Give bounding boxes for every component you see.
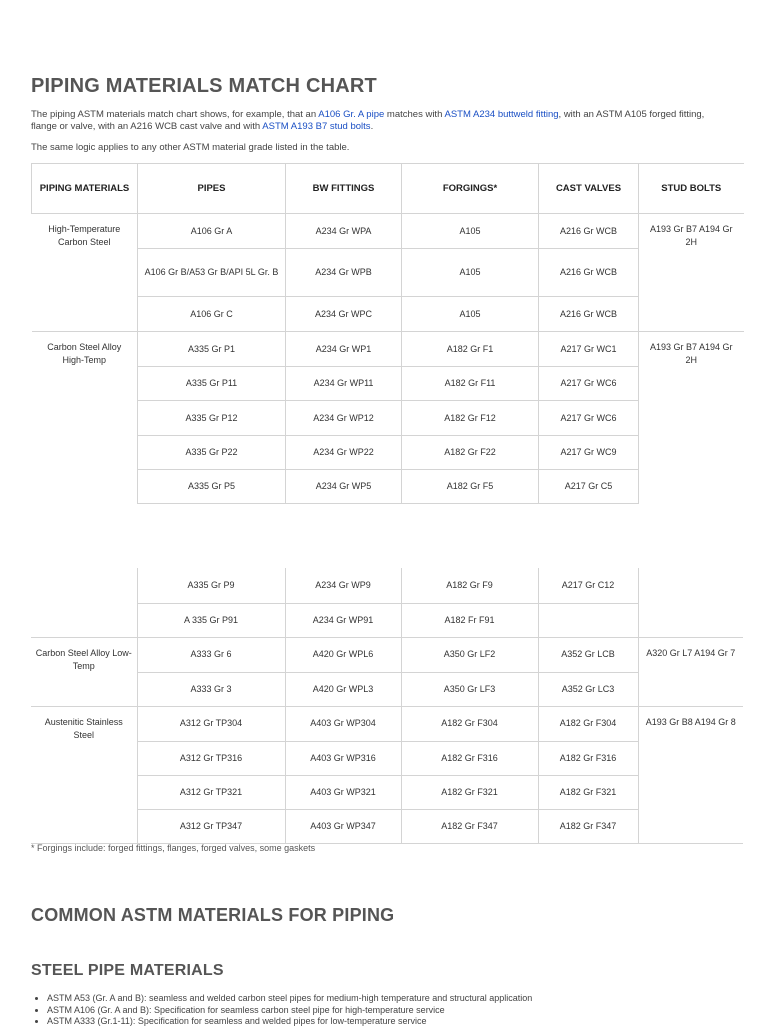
forging-cell: A182 Gr F5 (402, 470, 539, 504)
forging-cell: A350 Gr LF2 (401, 637, 538, 672)
valve-cell: A217 Gr C12 (538, 568, 638, 603)
table-row (32, 332, 744, 367)
section-title-steel-pipe: STEEL PIPE MATERIALS (31, 962, 224, 979)
valve-cell (538, 603, 638, 637)
bolts-cell: A193 Gr B7 A194 Gr 2H (639, 332, 744, 504)
pipe-cell: A312 Gr TP304 (137, 706, 285, 741)
valve-cell: A182 Gr F304 (538, 706, 638, 741)
forging-cell: A182 Gr F316 (401, 741, 538, 775)
table-row (32, 401, 744, 436)
material-cell-continued (31, 568, 137, 637)
table-row (31, 672, 743, 706)
intro-text-3: , with an ASTM A105 forged fitting, flange or valve, with an A216 WCB cast valve and with (31, 109, 705, 132)
pipe-cell: A335 Gr P11 (138, 367, 286, 401)
list-item: • ASTM A53 (Gr. A and B): seamless and welded carbon steel pipes for medium-high temperature and structural application (47, 993, 747, 1005)
valve-cell: A217 Gr WC1 (539, 332, 639, 367)
pipe-cell: A335 Gr P9 (137, 568, 285, 603)
intro-paragraph (31, 109, 731, 133)
valve-cell: A217 Gr WC9 (539, 436, 639, 470)
table-row (31, 568, 743, 603)
pipe-cell: A106 Gr C (138, 297, 286, 332)
table-row (31, 741, 743, 775)
link-a106-pipe[interactable]: A106 Gr. A pipe (318, 109, 385, 120)
fitting-cell: A403 Gr WP316 (285, 741, 401, 775)
table-row (31, 637, 743, 672)
valve-cell: A216 Gr WCB (539, 297, 639, 332)
header-piping-materials: PIPING MATERIALS (32, 164, 138, 214)
header-forgings: FORGINGS* (402, 164, 539, 214)
material-cell: High-Temperature Carbon Steel (32, 214, 138, 332)
fitting-cell: A234 Gr WPA (286, 214, 402, 249)
valve-cell: A216 Gr WCB (539, 214, 639, 249)
pipe-cell: A106 Gr B/A53 Gr B/API 5L Gr. B (138, 249, 286, 297)
header-pipes: PIPES (138, 164, 286, 214)
valve-cell: A182 Gr F316 (538, 741, 638, 775)
section-title-common-astm: COMMON ASTM MATERIALS FOR PIPING (31, 905, 395, 925)
pipe-cell: A106 Gr A (138, 214, 286, 249)
fitting-cell: A420 Gr WPL6 (285, 637, 401, 672)
pipe-cell: A335 Gr P12 (138, 401, 286, 436)
materials-table-part2 (31, 568, 743, 844)
valve-cell: A216 Gr WCB (539, 249, 639, 297)
intro-paragraph-2: The same logic applies to any other ASTM material grade listed in the table. (31, 142, 350, 153)
link-a234-fitting[interactable]: ASTM A234 buttweld fitting (444, 109, 559, 120)
table-row (32, 249, 744, 297)
forging-cell: A182 Gr F321 (401, 775, 538, 809)
bolts-cell: A193 Gr B7 A194 Gr 2H (639, 214, 744, 332)
fitting-cell: A234 Gr WPB (286, 249, 402, 297)
fitting-cell: A403 Gr WP321 (285, 775, 401, 809)
pipe-cell: A 335 Gr P91 (137, 603, 285, 637)
valve-cell: A352 Gr LCB (538, 637, 638, 672)
fitting-cell: A234 Gr WP9 (285, 568, 401, 603)
pipe-cell: A312 Gr TP316 (137, 741, 285, 775)
fitting-cell: A234 Gr WP5 (286, 470, 402, 504)
forging-cell: A182 Gr F1 (402, 332, 539, 367)
table-row (31, 706, 743, 741)
table-row (31, 775, 743, 809)
forging-cell: A182 Gr F9 (401, 568, 538, 603)
forging-cell: A182 Gr F12 (402, 401, 539, 436)
list-item: • ASTM A333 (Gr.1-11): Specification for seamless and welded pipes for low-temperature service (47, 1016, 747, 1028)
forging-cell: A182 Gr F304 (401, 706, 538, 741)
forging-cell: A182 Gr F22 (402, 436, 539, 470)
bolts-cell: A193 Gr B8 A194 Gr 8 (638, 706, 743, 843)
valve-cell: A182 Gr F347 (538, 809, 638, 843)
table-row (32, 214, 744, 249)
table-row (31, 809, 743, 843)
materials-table-part1 (31, 163, 744, 504)
forging-cell: A105 (402, 297, 539, 332)
table-row (32, 367, 744, 401)
pipe-cell: A335 Gr P1 (138, 332, 286, 367)
forging-cell: A182 Gr F11 (402, 367, 539, 401)
table-row (32, 297, 744, 332)
valve-cell: A217 Gr WC6 (539, 401, 639, 436)
fitting-cell: A234 Gr WPC (286, 297, 402, 332)
intro-text-4: . (370, 121, 374, 132)
table-footnote: * Forgings include: forged fittings, flanges, forged valves, some gaskets (31, 843, 316, 853)
material-cell: Carbon Steel Alloy Low-Temp (31, 637, 137, 706)
fitting-cell: A234 Gr WP1 (286, 332, 402, 367)
pipe-cell: A312 Gr TP321 (137, 775, 285, 809)
header-cast-valves: CAST VALVES (539, 164, 639, 214)
bolts-cell-continued (638, 568, 743, 637)
list-item: • ASTM A106 (Gr. A and B): Specification for seamless carbon steel pipe for high-temperature service (47, 1005, 747, 1017)
pipe-cell: A312 Gr TP347 (137, 809, 285, 843)
page-title: PIPING MATERIALS MATCH CHART (31, 75, 377, 97)
valve-cell: A182 Gr F321 (538, 775, 638, 809)
forging-cell: A105 (402, 214, 539, 249)
pipe-cell: A335 Gr P22 (138, 436, 286, 470)
forging-cell: A182 Gr F347 (401, 809, 538, 843)
steel-pipe-list (31, 993, 747, 1028)
fitting-cell: A403 Gr WP347 (285, 809, 401, 843)
pipe-cell: A333 Gr 6 (137, 637, 285, 672)
pipe-cell: A333 Gr 3 (137, 672, 285, 706)
link-a193-bolts[interactable]: ASTM A193 B7 stud bolts (262, 121, 371, 132)
header-bw-fittings: BW FITTINGS (286, 164, 402, 214)
valve-cell: A217 Gr C5 (539, 470, 639, 504)
bolts-cell: A320 Gr L7 A194 Gr 7 (638, 637, 743, 706)
intro-text-2: matches with (384, 109, 445, 120)
valve-cell: A217 Gr WC6 (539, 367, 639, 401)
pipe-cell: A335 Gr P5 (138, 470, 286, 504)
intro-text-1: The piping ASTM materials match chart shows, for example, that an (31, 109, 319, 120)
forging-cell: A182 Fr F91 (401, 603, 538, 637)
fitting-cell: A234 Gr WP22 (286, 436, 402, 470)
table-row (32, 470, 744, 504)
forging-cell: A105 (402, 249, 539, 297)
fitting-cell: A234 Gr WP11 (286, 367, 402, 401)
fitting-cell: A420 Gr WPL3 (285, 672, 401, 706)
valve-cell: A352 Gr LC3 (538, 672, 638, 706)
table-row (32, 436, 744, 470)
fitting-cell: A234 Gr WP12 (286, 401, 402, 436)
forging-cell: A350 Gr LF3 (401, 672, 538, 706)
material-cell: Austenitic Stainless Steel (31, 706, 137, 843)
header-stud-bolts: STUD BOLTS (639, 164, 744, 214)
table-row (31, 603, 743, 637)
fitting-cell: A403 Gr WP304 (285, 706, 401, 741)
fitting-cell: A234 Gr WP91 (285, 603, 401, 637)
material-cell: Carbon Steel Alloy High-Temp (32, 332, 138, 504)
